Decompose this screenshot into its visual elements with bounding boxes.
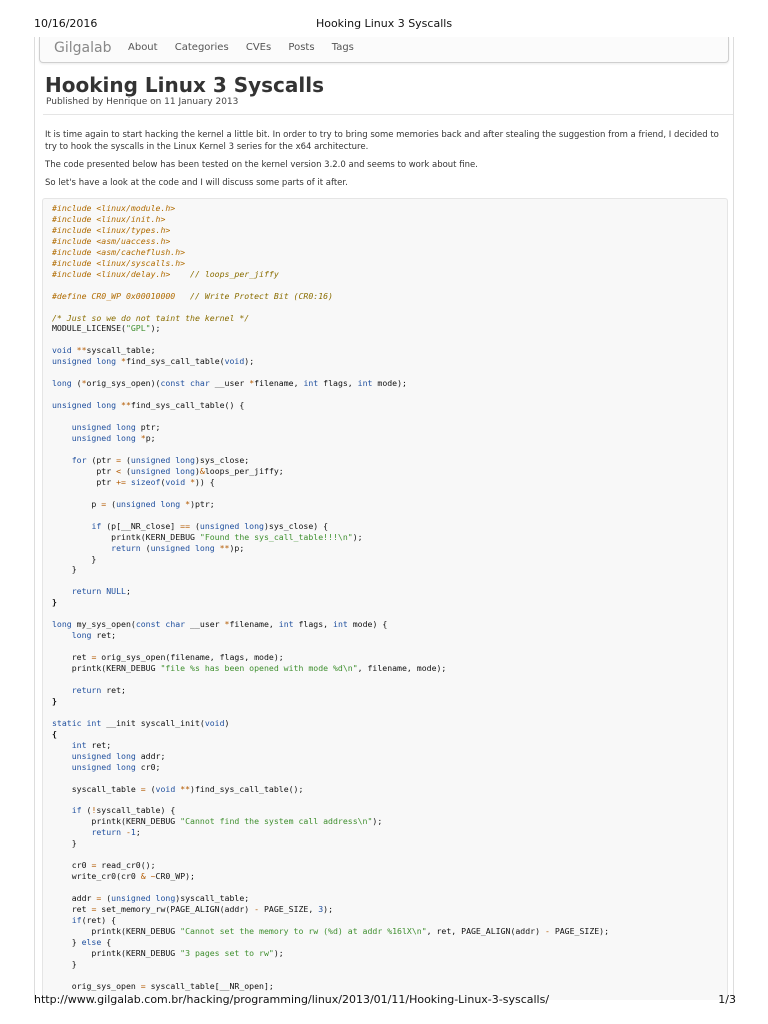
code-token: "3 pages set to rw"	[180, 947, 274, 958]
code-token: "GPL"	[125, 323, 151, 334]
code-block	[42, 198, 728, 1000]
code-token: (ptr	[86, 454, 117, 465]
code-token: );	[244, 356, 255, 367]
code-token: );	[352, 531, 363, 542]
code-token: ptr	[52, 476, 117, 487]
code-token: syscall_table) {	[96, 805, 176, 816]
code-line	[52, 871, 195, 881]
code-token: );	[273, 947, 284, 958]
code-token: unsigned long	[130, 465, 195, 476]
code-token: set_memory_rw(PAGE_ALIGN(addr)	[96, 904, 255, 914]
nav-link-about[interactable]: About	[128, 42, 158, 53]
code-line	[52, 948, 284, 958]
nav-link-tags[interactable]: Tags	[331, 42, 354, 53]
code-token: (	[160, 476, 166, 487]
code-token: =	[91, 860, 97, 871]
code-token: =	[140, 783, 146, 794]
code-line	[52, 323, 160, 333]
code-token: int	[71, 739, 87, 750]
code-token: 3	[318, 904, 324, 914]
code-token: ==	[180, 520, 191, 531]
code-line	[52, 827, 141, 837]
code-token: (p[__NR_close]	[101, 520, 181, 531]
code-token: filename,	[254, 378, 304, 389]
code-token: =	[91, 904, 97, 914]
code-token: printk(KERN_DEBUG	[52, 925, 181, 936]
navbar	[39, 37, 729, 63]
code-token: int	[333, 619, 348, 630]
code-token	[52, 762, 72, 772]
code-token: }	[52, 936, 82, 947]
code-token: *	[224, 619, 230, 630]
code-token: MODULE_LICENSE(	[52, 323, 126, 334]
code-token: cr0;	[135, 761, 161, 772]
code-line	[52, 291, 333, 301]
code-token: )syscall_table;	[175, 893, 250, 904]
code-token: "Cannot set the memory to rw (%d) at addr %16lX\n"	[180, 925, 427, 936]
code-token: =	[91, 652, 97, 663]
code-token: )find_sys_call_table();	[190, 783, 304, 794]
code-line	[52, 345, 156, 355]
intro-paragraph: It is time again to start hacking the kernel a little bit. In order to try to bring some memories back and after stealing the suggestion from a friend, I decided to try to hook the syscalls in the Linux Kernel 3 series for the x64 architecture.	[45, 130, 719, 152]
code-token: *	[121, 356, 126, 367]
code-token: ret;	[86, 739, 112, 750]
code-token: (	[140, 542, 151, 553]
code-token: ;	[125, 586, 131, 597]
code-token: // loops_per_jiffy	[190, 268, 279, 279]
code-line	[52, 816, 382, 826]
code-token: unsigned long	[71, 761, 136, 772]
code-token: ret;	[91, 630, 117, 641]
code-token	[52, 521, 91, 531]
code-token: int	[278, 619, 294, 630]
nav-link-cves[interactable]: CVEs	[245, 42, 272, 53]
code-token	[52, 586, 72, 596]
code-token: **	[180, 783, 191, 794]
code-line	[52, 422, 160, 432]
post-title: Hooking Linux 3 Syscalls	[45, 73, 325, 97]
code-token: -	[544, 925, 550, 936]
nav-link-categories[interactable]: Categories	[174, 42, 229, 53]
code-token: );	[372, 816, 383, 827]
code-line	[52, 499, 215, 509]
code-line	[52, 433, 156, 443]
code-token: int	[303, 378, 319, 389]
code-token: NULL	[106, 586, 126, 597]
header-divider	[43, 114, 733, 115]
code-listing	[43, 199, 727, 992]
code-line	[52, 400, 244, 410]
code-token: #include <linux/types.h>	[52, 224, 171, 235]
code-token: /* Just so we do not taint the kernel */	[52, 312, 250, 323]
code-token: unsigned long	[52, 356, 117, 367]
code-line	[52, 543, 244, 553]
code-token	[52, 805, 72, 815]
code-token: (	[190, 520, 200, 531]
page-frame	[34, 37, 734, 1000]
code-token: loops_per_jiffy;	[204, 465, 284, 476]
code-token: p;	[145, 433, 156, 444]
code-token: #include <linux/syscalls.h>	[52, 257, 186, 268]
code-token	[52, 433, 72, 443]
code-token: orig_sys_open(filename, flags, mode);	[96, 652, 284, 663]
post-intro	[45, 129, 725, 195]
code-line	[52, 751, 165, 761]
code-token: , ret, PAGE_ALIGN(addr)	[426, 925, 545, 936]
intro-paragraph: So let's have a look at the code and I will discuss some parts of it after.	[45, 178, 348, 188]
code-line	[52, 652, 284, 662]
code-token: // Write Protect Bit (CR0:16)	[190, 290, 333, 301]
code-token: **	[76, 345, 87, 356]
code-token: )sys_close) {	[263, 520, 329, 531]
code-token: }	[52, 597, 57, 608]
code-line	[52, 313, 249, 323]
code-token: =	[140, 980, 146, 991]
nav-links	[128, 42, 368, 53]
code-token: ;	[135, 827, 141, 838]
code-line	[52, 586, 131, 596]
code-token: #include <linux/init.h>	[52, 213, 166, 224]
code-token: printk(KERN_DEBUG	[52, 531, 200, 542]
code-token: )	[224, 717, 230, 728]
code-token: ret	[52, 904, 92, 914]
code-line	[52, 685, 126, 695]
code-line	[52, 214, 165, 224]
code-token: PAGE_SIZE,	[259, 904, 319, 914]
code-token: sizeof	[130, 476, 161, 487]
code-line	[52, 959, 77, 969]
code-token: unsigned long	[71, 422, 136, 433]
code-line	[52, 554, 96, 564]
code-token: **	[121, 400, 131, 411]
code-line	[52, 893, 249, 903]
code-token: void	[165, 476, 186, 487]
code-token: PAGE_SIZE);	[549, 925, 610, 936]
nav-link-posts[interactable]: Posts	[288, 42, 315, 53]
code-token: mode) {	[347, 619, 388, 630]
page-number: 1/3	[718, 993, 736, 1006]
code-token: #define CR0_WP 0x00010000	[52, 290, 191, 301]
code-token: &	[199, 465, 205, 476]
code-line	[52, 784, 303, 794]
code-token	[52, 915, 72, 925]
print-footer	[0, 990, 768, 1024]
code-token: )	[194, 465, 200, 476]
print-date: 10/16/2016	[34, 17, 98, 30]
code-line	[52, 762, 160, 772]
code-token: unsigned long	[150, 542, 215, 553]
code-token: mode);	[372, 378, 407, 389]
code-token: #include <asm/uaccess.h>	[52, 235, 171, 246]
code-token: *	[140, 433, 146, 444]
code-token: )ptr;	[190, 498, 215, 509]
code-token: ret;	[101, 684, 126, 695]
code-token	[52, 630, 72, 640]
code-line	[52, 597, 57, 607]
code-token: ~	[150, 871, 156, 882]
code-token: (	[121, 454, 131, 465]
code-token: return	[111, 542, 141, 553]
code-line	[52, 356, 254, 366]
code-token: else	[81, 936, 102, 947]
page-url[interactable]: http://www.gilgalab.com.br/hacking/programming/linux/2013/01/11/Hooking-Linux-3-syscalls/	[34, 993, 550, 1006]
code-line	[52, 378, 407, 388]
code-token: printk(KERN_DEBUG	[52, 816, 181, 827]
code-token: void	[52, 345, 72, 356]
code-line	[52, 729, 57, 739]
code-token: }	[52, 838, 77, 849]
code-token	[52, 751, 72, 761]
code-token: flags,	[293, 619, 334, 630]
code-token: unsigned long	[71, 433, 136, 444]
code-token: __user	[185, 619, 225, 630]
code-line	[52, 236, 170, 246]
code-token: <	[116, 465, 122, 476]
code-token: }	[52, 958, 77, 969]
code-line	[52, 904, 333, 914]
code-token: unsigned long	[130, 454, 195, 465]
code-token	[52, 827, 91, 837]
code-token: addr;	[135, 750, 166, 761]
code-token: )sys_close;	[194, 454, 250, 465]
code-line	[52, 740, 111, 750]
code-token: "Cannot find the system call address\n"	[180, 816, 373, 827]
code-token: -	[125, 827, 131, 838]
code-token: read_cr0();	[96, 860, 156, 871]
code-token: p	[52, 498, 102, 509]
code-token: #include <linux/module.h>	[52, 203, 176, 213]
code-token: if	[71, 805, 82, 816]
code-token: unsigned long	[116, 498, 181, 509]
code-token: *	[81, 378, 87, 389]
code-token: =	[116, 454, 122, 465]
code-token: unsigned long	[111, 893, 176, 904]
code-token: ret	[52, 652, 92, 663]
code-line	[52, 466, 284, 476]
code-token: find_sys_call_table() {	[130, 400, 245, 411]
code-token: printk(KERN_DEBUG	[52, 947, 181, 958]
code-token: flags,	[318, 378, 358, 389]
intro-paragraph: The code presented below has been tested on the kernel version 3.2.0 and seems to work about fine.	[45, 160, 478, 170]
brand-link[interactable]: Gilgalab	[54, 40, 112, 56]
code-token: }	[52, 695, 57, 706]
code-token: #include <linux/delay.h>	[52, 268, 191, 279]
code-token: long	[52, 378, 72, 389]
code-token: **	[219, 542, 230, 553]
code-token: *	[185, 498, 191, 509]
code-token: printk(KERN_DEBUG	[52, 663, 161, 674]
code-token: void	[204, 717, 225, 728]
code-line	[52, 630, 116, 640]
code-token: __init syscall_init(	[101, 717, 205, 728]
code-line	[52, 805, 175, 815]
code-token: (	[81, 805, 92, 816]
code-line	[52, 225, 170, 235]
code-token: write_cr0(cr0	[52, 871, 141, 882]
code-line	[52, 926, 609, 936]
code-line	[52, 564, 77, 574]
code-token: if	[71, 914, 82, 925]
code-line	[52, 663, 446, 673]
code-line	[52, 937, 111, 947]
code-token: long	[71, 630, 92, 641]
code-line	[52, 455, 249, 465]
code-token: -	[254, 904, 260, 914]
code-token: return	[71, 586, 102, 597]
code-line	[52, 203, 175, 213]
code-token: for	[71, 454, 87, 465]
code-line	[52, 532, 363, 542]
code-token: int	[357, 378, 373, 389]
code-token: const char	[135, 619, 186, 630]
code-token	[52, 543, 111, 553]
code-token: )) {	[195, 476, 215, 487]
code-token: ptr	[52, 465, 117, 476]
code-token: (	[145, 783, 156, 794]
code-token: , filename, mode);	[357, 663, 447, 674]
code-line	[52, 477, 215, 487]
code-line	[52, 860, 156, 870]
code-token: &	[140, 871, 146, 882]
print-header	[0, 0, 768, 40]
code-token: );	[323, 904, 334, 914]
code-token: "file %s has been opened with mode %d\n"	[160, 663, 358, 674]
code-token: *	[190, 476, 195, 487]
code-token: ptr;	[135, 422, 161, 433]
code-token	[52, 455, 72, 465]
code-token: syscall_table	[52, 783, 141, 794]
code-token: }	[52, 553, 97, 564]
code-token: {	[52, 728, 57, 739]
code-line	[52, 718, 229, 728]
code-token: addr	[52, 893, 97, 904]
code-token: (ret) {	[81, 914, 117, 925]
code-token: 1	[130, 827, 136, 838]
code-token: =	[96, 893, 102, 904]
code-token: void	[224, 356, 245, 367]
code-token: !	[91, 805, 97, 816]
code-token	[52, 685, 72, 695]
code-token: *	[249, 378, 255, 389]
code-token: filename,	[229, 619, 279, 630]
code-token: const char	[160, 378, 210, 389]
code-token: )p;	[229, 542, 245, 553]
code-token: if	[91, 520, 102, 531]
post-byline: Published by Henrique on 11 January 2013	[46, 97, 239, 107]
code-token: return	[91, 827, 122, 838]
code-token: syscall_table[__NR_open];	[145, 980, 274, 991]
code-token: my_sys_open(	[71, 619, 136, 630]
code-token	[52, 422, 72, 432]
code-token: __user	[209, 378, 250, 389]
code-token: unsigned long	[199, 520, 264, 531]
code-line	[52, 838, 77, 848]
code-token: {	[101, 936, 112, 947]
code-token: "Found the sys_call_table!!!\n"	[199, 531, 353, 542]
code-token: }	[52, 564, 77, 575]
code-token: find_sys_call_table(	[125, 356, 225, 367]
code-token: return	[71, 684, 102, 695]
code-token: void	[155, 783, 176, 794]
code-token: static int	[52, 717, 102, 728]
code-token: (	[121, 465, 131, 476]
code-line	[52, 915, 116, 925]
code-token: orig_sys_open)(	[86, 378, 161, 389]
code-token: cr0	[52, 860, 92, 871]
code-token: );	[150, 323, 161, 334]
code-token: (	[101, 893, 112, 904]
code-line	[52, 258, 185, 268]
code-token: (	[106, 498, 117, 509]
code-line	[52, 269, 279, 279]
code-token: (	[71, 378, 82, 389]
code-token: =	[101, 498, 107, 509]
code-token	[52, 740, 72, 750]
code-line	[52, 696, 57, 706]
code-line	[52, 247, 185, 257]
code-token: syscall_table;	[86, 345, 156, 356]
code-token: +=	[116, 476, 126, 487]
code-token: #include <asm/cacheflush.h>	[52, 246, 186, 257]
code-token: orig_sys_open	[52, 980, 141, 991]
code-token: long	[52, 619, 72, 630]
code-token: CR0_WP);	[155, 871, 195, 882]
code-line	[52, 521, 328, 531]
code-token: unsigned long	[52, 400, 117, 411]
code-token: unsigned long	[71, 750, 136, 761]
code-line	[52, 619, 387, 629]
print-page-title: Hooking Linux 3 Syscalls	[315, 17, 453, 30]
